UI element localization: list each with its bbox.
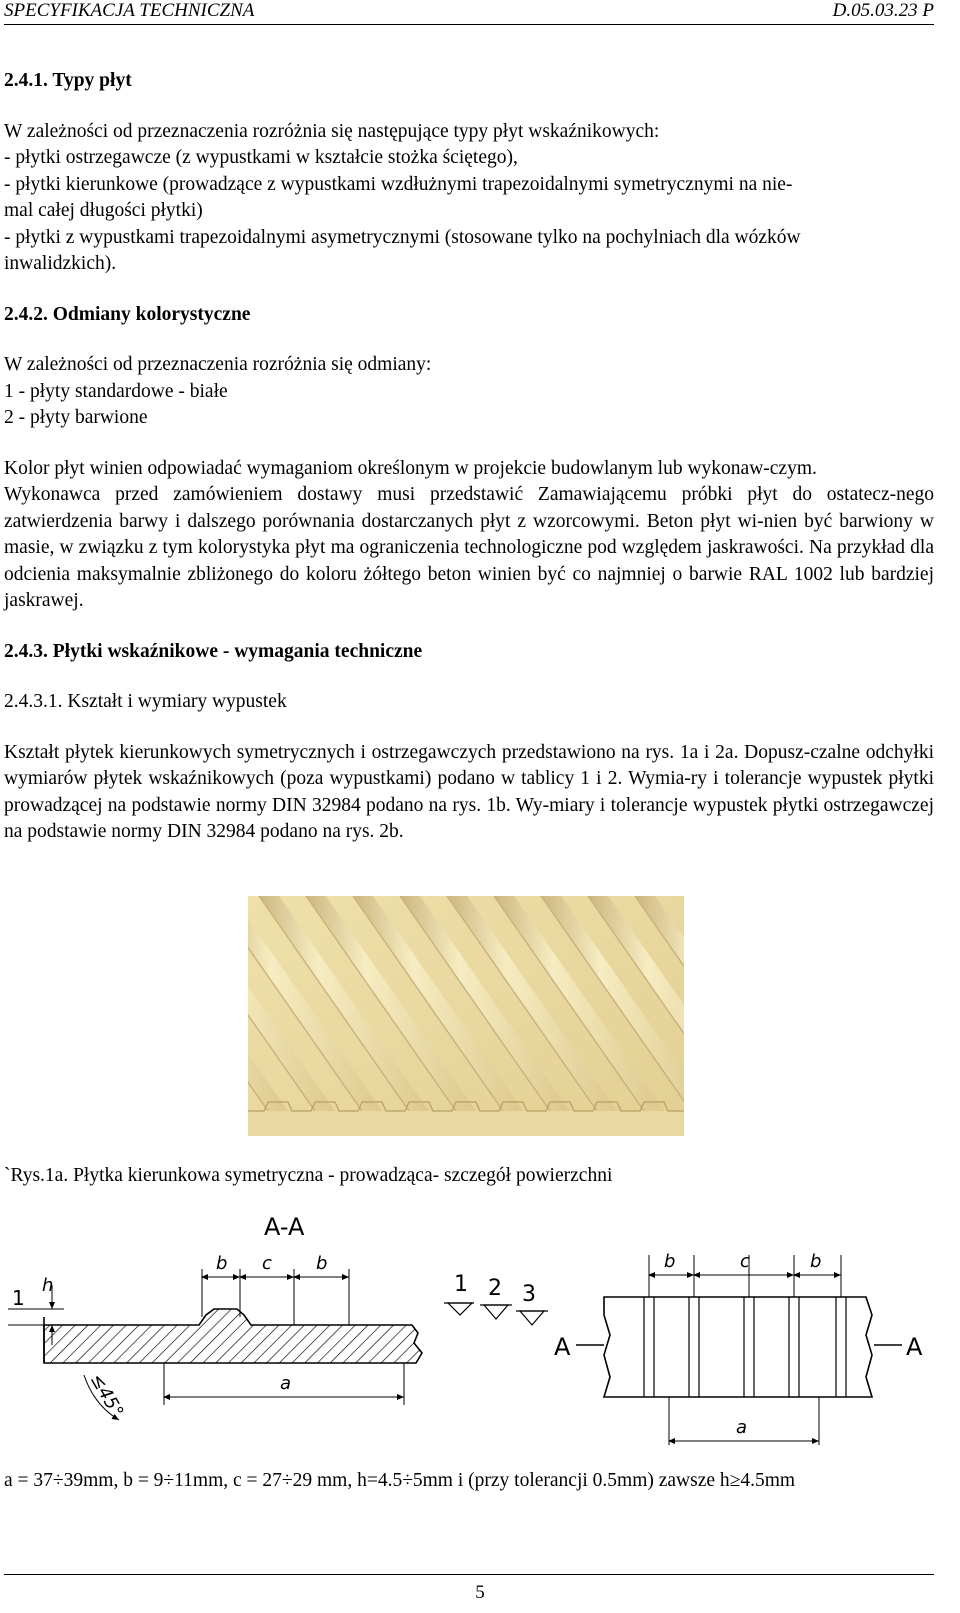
dim-c-right: c <box>740 1251 750 1272</box>
text-line: - płytki z wypustkami trapezoidalnymi asymetrycznymi (stosowane tylko na pochylniach dla wózków <box>4 226 801 248</box>
page-header <box>4 0 934 25</box>
tile-surface-photo <box>248 896 684 1136</box>
dim-a-left: a <box>280 1373 292 1394</box>
section-2-4-3-1-title: 2.4.3.1. Kształt i wymiary wypustek <box>4 691 287 712</box>
technical-drawing-a-a <box>4 1205 934 1475</box>
paragraph-shape: Kształt płytek kierunkowych symetrycznych i ostrzegawczych przedstawiono na rys. 1a i 2a. Dopusz-czalne odchyłki wymiarów płytek wskaźnikowych (poza wypustkami) podano w tablicy 1 i 2. Wymia-ry i tolerancje wypustek płytki prowadzącej na podstawie normy DIN 32984 podano na rys. 1b. Wy-miary i tolerancje wypustek płytki ostrzegawczej na podstawie normy DIN 32984 podano na rys. 2b. <box>4 741 934 842</box>
figure-caption: `Rys.1a. Płytka kierunkowa symetryczna - prowadząca- szczegół powierzchni <box>4 1165 613 1186</box>
header-doc-code: D.05.03.23 P <box>832 0 934 21</box>
label-1-side: 1 <box>12 1286 25 1310</box>
text-line: mal całej długości płytki) <box>4 200 203 221</box>
paragraph-samples: Wykonawca przed zamówieniem dostawy musi przedstawić Zamawiającemu próbki płyt do ostatecz-nego zatwierdzenia barwy i dalszego porównania dostarczanych płyt z wzorcowymi. Beton płyt wi-nien być barwiony w masie, w związku z tym kolorystyka płyt ma ograniczenia technologiczne pod względem jaskrawości. Na przykład dla odcienia maksymalnie zbliżonego do koloru żółtego beton winien być co najmniej o barwie RAL 1002 lub bardziej jaskrawej. <box>4 484 934 611</box>
dim-c-left: c <box>262 1253 272 1274</box>
dim-h: h <box>42 1275 54 1296</box>
section-2-4-3-title: 2.4.3. Płytki wskaźnikowe - wymagania techniczne <box>4 640 423 662</box>
paragraph-color: Kolor płyt winien odpowiadać wymaganiom określonym w projekcie budowlanym lub wykonaw-czym. <box>4 457 817 479</box>
dim-b-right-2: b <box>810 1251 822 1272</box>
section-2-4-2-title: 2.4.2. Odmiany kolorystyczne <box>4 303 251 325</box>
dimension-formula: a = 37÷39mm, b = 9÷11mm, c = 27÷29 mm, h=4.5÷5mm i (przy tolerancji 0.5mm) zawsze h≥4.5mm <box>4 1470 796 1491</box>
text-line: - płytki ostrzegawcze (z wypustkami w kształcie stożka ściętego), <box>4 147 518 168</box>
page-number: 5 <box>475 1582 485 1603</box>
dim-b-right: b <box>664 1251 676 1272</box>
mark-1: 1 <box>454 1272 468 1297</box>
text-line: W zależności od przeznaczenia rozróżnia się odmiany: <box>4 354 432 375</box>
text-line: 2 - płyty barwione <box>4 407 148 428</box>
footer-rule <box>4 1574 934 1575</box>
text-line: inwalidzkich). <box>4 253 117 274</box>
text-line: 1 - płyty standardowe - białe <box>4 380 228 402</box>
dim-b-left: b <box>216 1253 228 1274</box>
text-line: - płytki kierunkowe (prowadzące z wypustkami wzdłużnymi trapezoidalnymi symetrycznymi na nie- <box>4 173 793 195</box>
section-2-4-1-text <box>4 119 934 278</box>
dim-b-left-2: b <box>316 1253 328 1274</box>
mark-3: 3 <box>522 1282 536 1307</box>
section-2-4-1-title: 2.4.1. Typy płyt <box>4 70 132 91</box>
section-2-4-2-list <box>4 352 934 432</box>
section-label: A-A <box>264 1213 305 1241</box>
document-body <box>4 68 934 870</box>
section-a-right: A <box>906 1333 923 1361</box>
text-line: W zależności od przeznaczenia rozróżnia się następujące typy płyt wskaźnikowych: <box>4 120 660 142</box>
header-title: SPECYFIKACJA TECHNICZNA <box>4 0 255 21</box>
dim-a-right: a <box>736 1417 748 1438</box>
angle-label: ≤45° <box>85 1370 128 1422</box>
section-a-left: A <box>554 1333 571 1361</box>
mark-2: 2 <box>488 1276 502 1301</box>
